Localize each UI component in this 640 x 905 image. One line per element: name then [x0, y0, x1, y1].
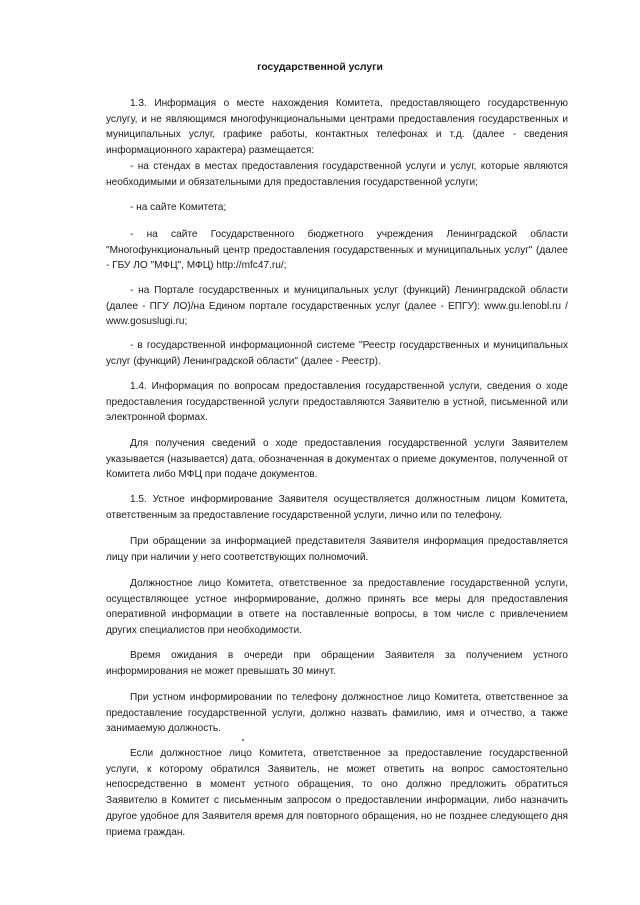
paragraph-official-duties: Должностное лицо Комитета, ответственное за предоставление государственной услуги, осуществляющее устное информирование, должно принять все меры для предоставления оперативной информации в ответе на поставленные вопросы, в том числе с привлечением других специалистов при необходимости. — [106, 578, 568, 637]
paragraph-committee-site: - на сайте Комитета; — [130, 202, 227, 213]
paragraph-representative: При обращении за информацией представителя Заявителя информация предоставляется лицу при наличии у него соответствующих полномочий. — [106, 536, 568, 563]
paragraph-portal: - на Портале государственных и муниципальных услуг (функций) Ленинградской области (далее - ПГУ ЛО)/на Едином портале государственных услуг (далее - ЕПГУ): www.gu.lenobl.ru / www.gosuslugi.ru; — [106, 285, 568, 328]
paragraph-phone-info: При устном информировании по телефону должностное лицо Комитета, ответственное за предоставление государственной услуги, должно назвать фамилию, имя и отчество, а также занимаемую должность. — [106, 692, 568, 735]
paragraph-unanswered: Если должностное лицо Комитета, ответственное за предоставление государственной услуги, к которому обратился Заявитель, не может ответить на вопрос самостоятельно непосредственно в момент устного обращения, то оно должно предложить обратиться Заявителю в Комитет с письменным запросом о предоставлении информации, либо назначить другое удобное для Заявителя время для повторного обращения, но не позднее следующего дня приема граждан. — [106, 748, 568, 838]
section-title: государственной услуги — [257, 62, 383, 73]
paragraph-progress-info: Для получения сведений о ходе предоставления государственной услуги Заявителем указывается (называется) дата, обозначенная в документах о приеме документов, полученной от Комитета либо МФЦ при подаче документов. — [106, 438, 568, 481]
stray-mark — [242, 739, 244, 741]
paragraph-1-3: 1.3. Информация о месте нахождения Комитета, предоставляющего государственную услугу, и не являющимся многофункциональными центрами предоставления государственных и муниципальных услуг, графике работы, контактных телефонах и т.д. (далее - сведения информационного характера) размещается: — [106, 98, 568, 157]
paragraph-stands: - на стендах в местах предоставления государственной услуги и услуг, которые являются необходимыми и обязательными для предоставления государственной услуги; — [106, 161, 568, 188]
paragraph-mfc-site: - на сайте Государственного бюджетного учреждения Ленинградской области "Многофункциональный центр предоставления государственных и муниципальных услуг" (далее - ГБУ ЛО "МФЦ", МФЦ) http://mfc47.ru/; — [106, 229, 568, 272]
paragraph-1-5: 1.5. Устное информирование Заявителя осуществляется должностным лицом Комитета, ответственным за предоставление государственной услуги, лично или по телефону. — [106, 494, 568, 521]
paragraph-1-4: 1.4. Информация по вопросам предоставления государственной услуги, сведения о ходе предоставления государственной услуги предоставляются Заявителю в устной, письменной или электронной формах. — [106, 381, 568, 424]
paragraph-waiting-time: Время ожидания в очереди при обращении Заявителя за получением устного информирования не может превышать 30 минут. — [106, 650, 568, 677]
paragraph-registry: - в государственной информационной системе "Реестр государственных и муниципальных услуг (функций) Ленинградской области" (далее - Реестр). — [106, 340, 568, 367]
